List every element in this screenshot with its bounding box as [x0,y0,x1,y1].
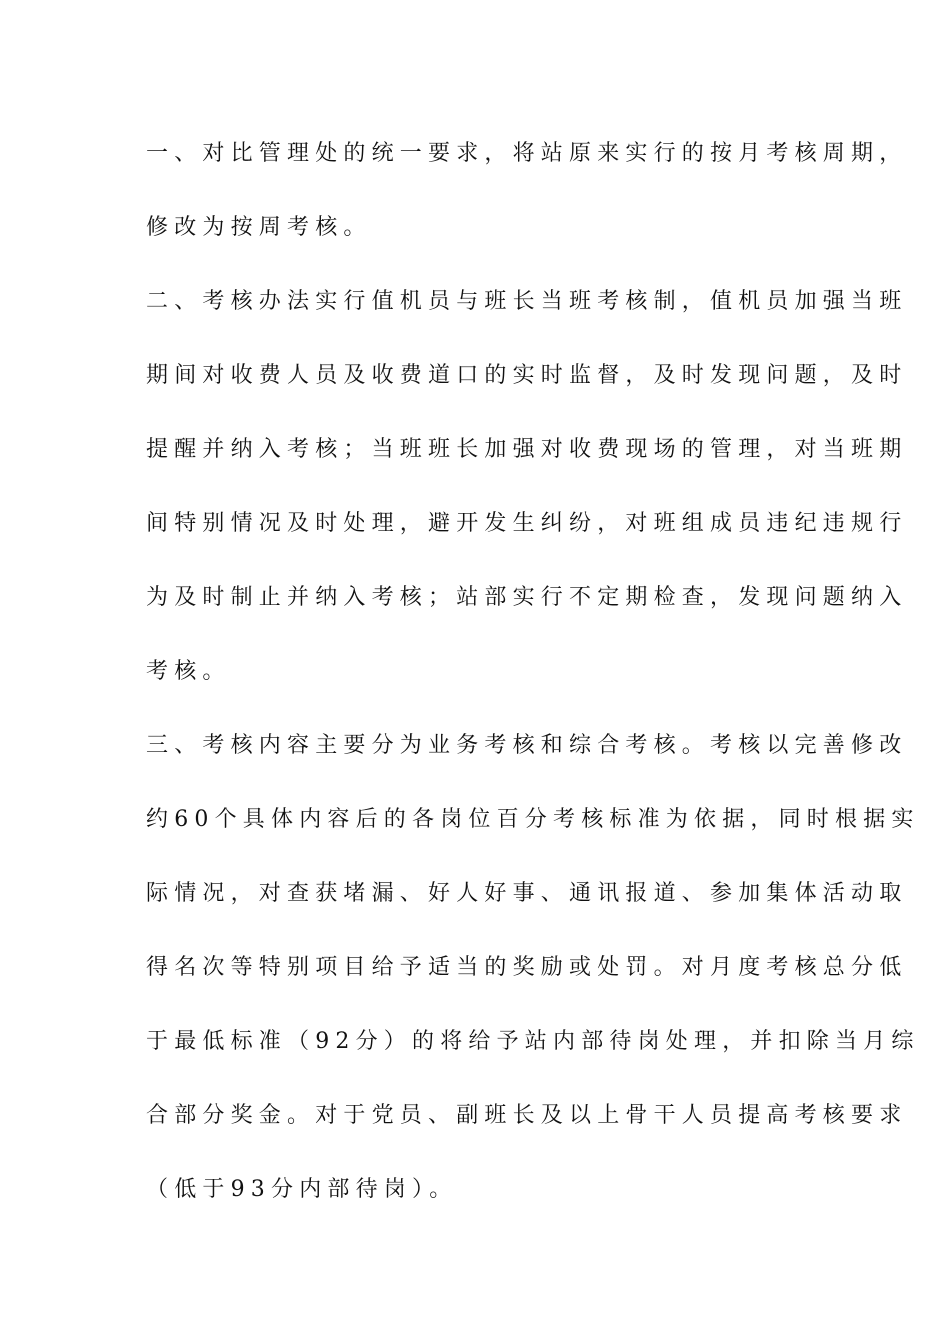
text-line: （低于93分内部待岗）。 [146,1177,458,1202]
text-line: 三、考核内容主要分为业务考核和综合考核。考核以完善修改 [146,733,908,758]
text-line: 际情况，对查获堵漏、好人好事、通讯报道、参加集体活动取 [146,881,908,906]
paragraph-2 [146,269,908,713]
text-line: 修改为按周考核。 [146,215,372,240]
text-line: 为及时制止并纳入考核；站部实行不定期检查，发现问题纳入 [146,585,908,610]
text-line: 间特别情况及时处理，避开发生纠纷，对班组成员违纪违规行 [146,511,908,536]
text-line: 约60个具体内容后的各岗位百分考核标准为依据，同时根据实 [146,807,920,832]
paragraph-3 [146,713,920,1231]
text-line: 于最低标准（92分）的将给予站内部待岗处理，并扣除当月综 [146,1029,920,1054]
text-line: 合部分奖金。对于党员、副班长及以上骨干人员提高考核要求 [146,1103,908,1128]
text-line: 二、考核办法实行值机员与班长当班考核制，值机员加强当班 [146,289,908,314]
text-line: 考核。 [146,659,231,684]
text-line: 期间对收费人员及收费道口的实时监督，及时发现问题，及时 [146,363,908,388]
text-line: 得名次等特别项目给予适当的奖励或处罚。对月度考核总分低 [146,955,908,980]
text-line: 提醒并纳入考核；当班班长加强对收费现场的管理，对当班期 [146,437,908,462]
text-line: 一、对比管理处的统一要求，将站原来实行的按月考核周期， [146,141,908,166]
paragraph-1 [146,121,908,269]
document-body [146,121,920,1231]
